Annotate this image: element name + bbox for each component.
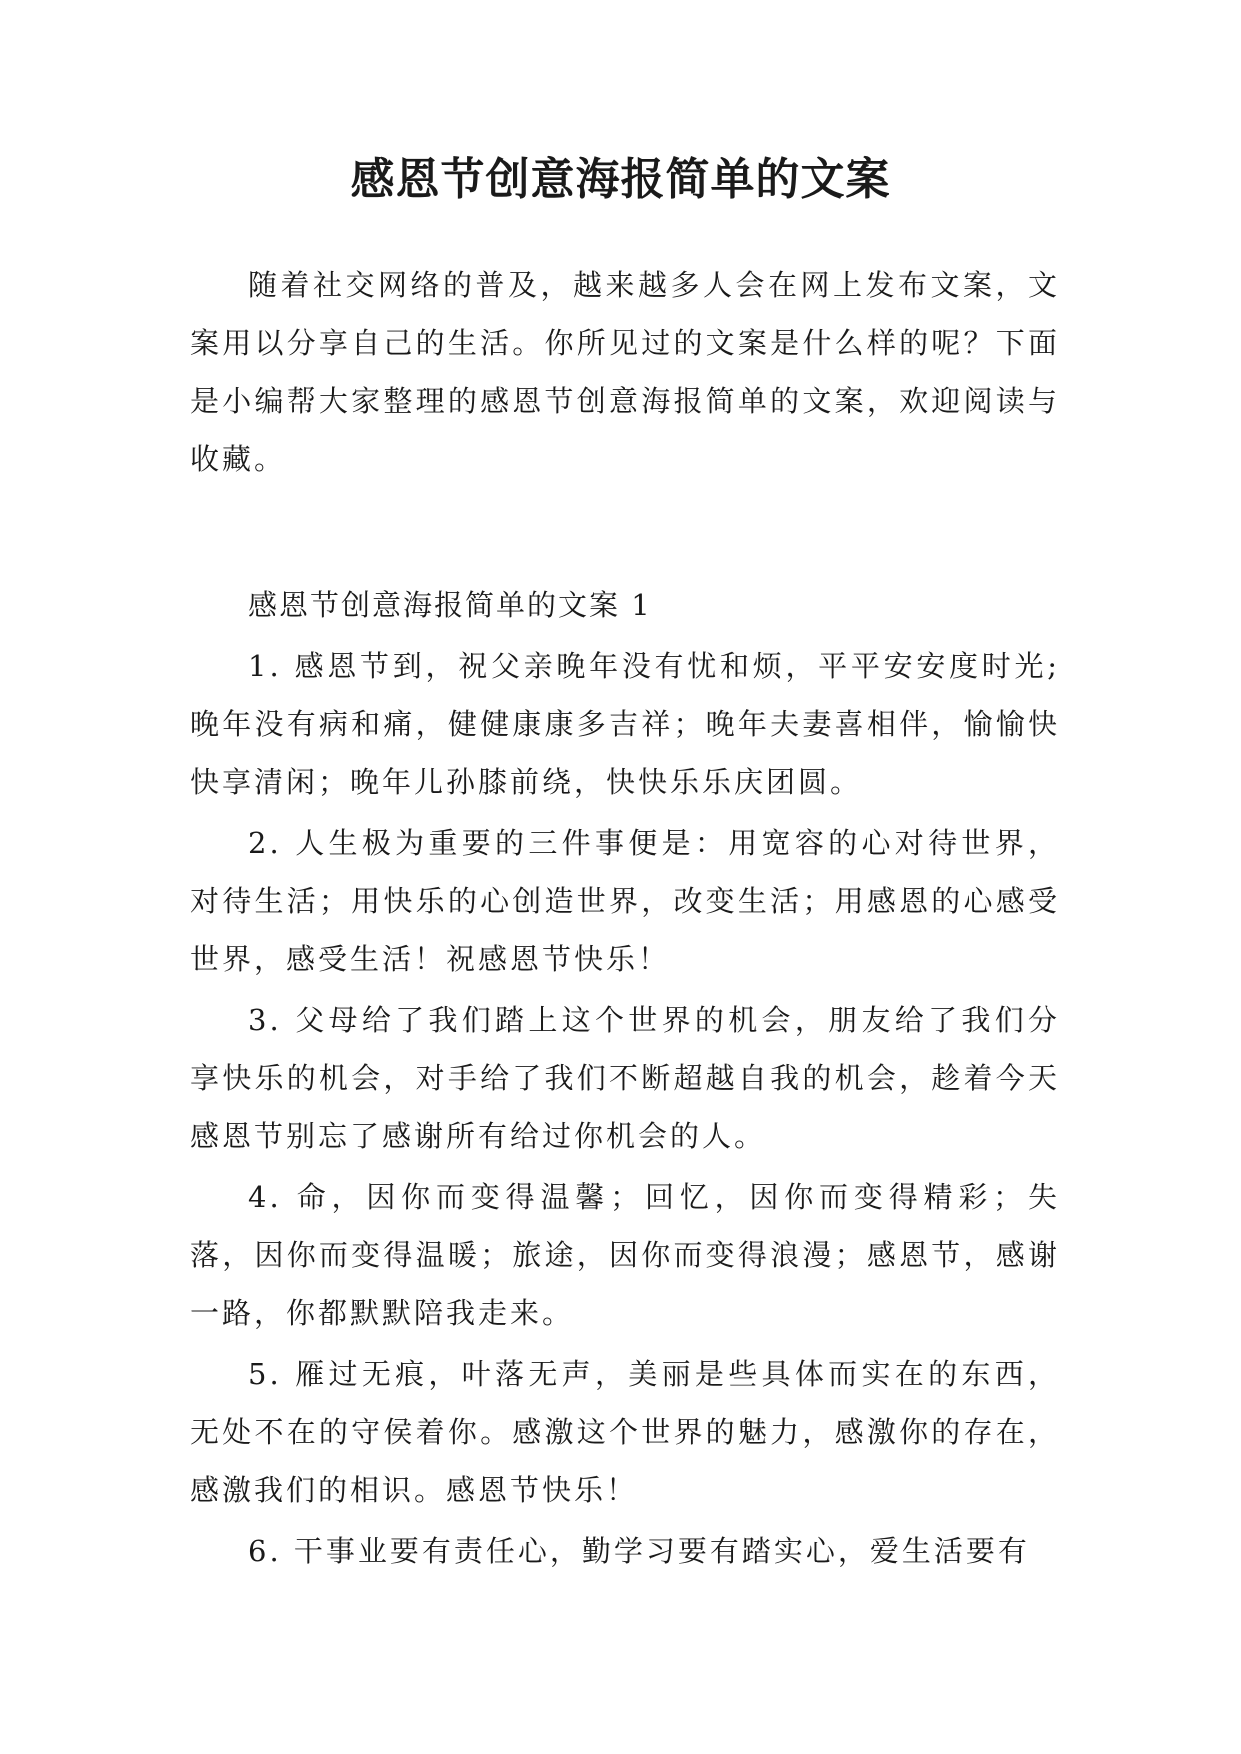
document-body	[190, 256, 1060, 1580]
list-item: 1. 感恩节到，祝父亲晚年没有忧和烦，平平安安度时光;晚年没有病和痛，健健康康多吉祥；晚年夫妻喜相伴，愉愉快快享清闲；晚年儿孙膝前绕，快快乐乐庆团圆。	[190, 649, 1060, 799]
document-title: 感恩节创意海报简单的文案	[350, 154, 891, 205]
intro-paragraph: 随着社交网络的普及，越来越多人会在网上发布文案，文案用以分享自己的生活。你所见过的文案是什么样的呢？下面是小编帮大家整理的感恩节创意海报简单的文案，欢迎阅读与收藏。	[190, 268, 1060, 476]
list-item: 5. 雁过无痕，叶落无声，美丽是些具体而实在的东西，无处不在的守侯着你。感激这个世界的魅力，感激你的存在，感激我们的相识。感恩节快乐！	[190, 1357, 1060, 1507]
list-item: 6. 干事业要有责任心，勤学习要有踏实心，爱生活要有	[248, 1534, 1030, 1568]
list-item: 3. 父母给了我们踏上这个世界的机会，朋友给了我们分享快乐的机会，对手给了我们不断超越自我的机会，趁着今天感恩节别忘了感谢所有给过你机会的人。	[190, 1003, 1060, 1153]
list-item: 2. 人生极为重要的三件事便是：用宽容的心对待世界，对待生活；用快乐的心创造世界，改变生活；用感恩的心感受世界，感受生活！祝感恩节快乐！	[190, 826, 1060, 976]
list-item: 4. 命，因你而变得温馨；回忆，因你而变得精彩；失落，因你而变得温暖；旅途，因你而变得浪漫；感恩节，感谢一路，你都默默陪我走来。	[190, 1180, 1060, 1330]
section-heading: 感恩节创意海报简单的文案 1	[248, 588, 652, 622]
